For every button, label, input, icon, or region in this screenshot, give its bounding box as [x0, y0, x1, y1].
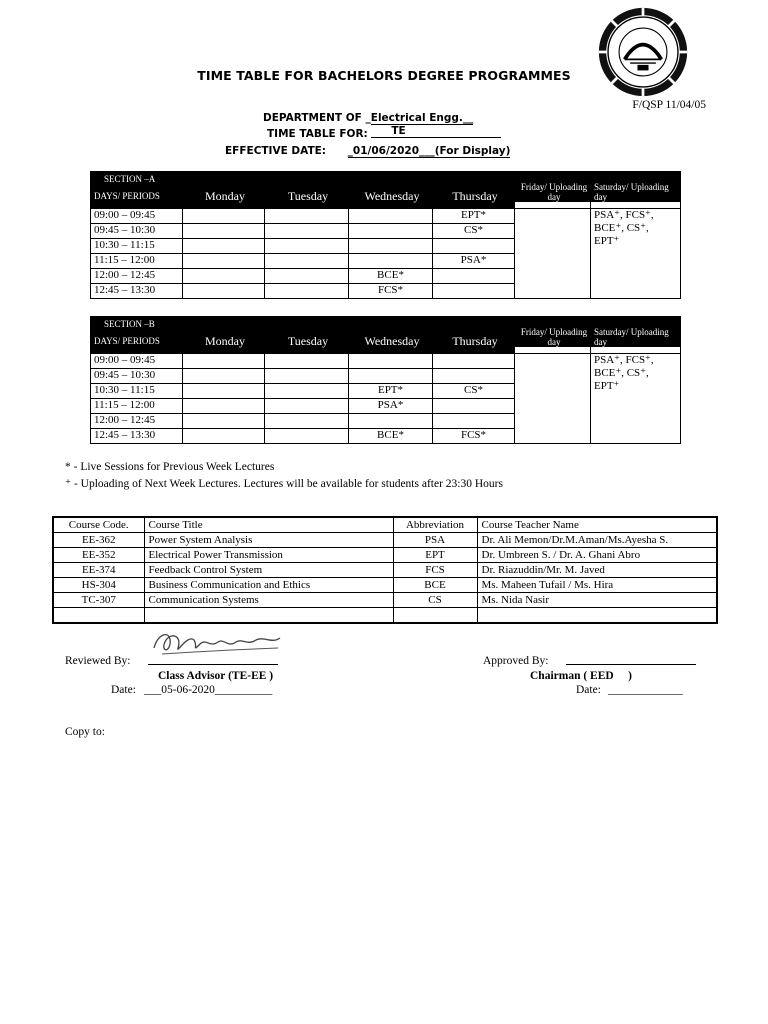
- table-header-row: [53, 517, 717, 533]
- cell-thursday: [433, 269, 515, 284]
- cell-monday: [183, 354, 265, 369]
- table-row: [53, 578, 717, 593]
- saturday-line: EPT⁺: [594, 235, 620, 247]
- course-title: Communication Systems: [144, 593, 393, 608]
- course-code: EE-352: [53, 548, 144, 563]
- day-header-saturday: Saturday/ Uploading day: [591, 182, 681, 203]
- cell-wednesday: BCE*: [349, 269, 433, 284]
- cell-thursday: [433, 414, 515, 429]
- course-title: Business Communication and Ethics: [144, 578, 393, 593]
- table-row: [53, 548, 717, 563]
- department-tail: __: [462, 112, 474, 124]
- saturday-line: BCE⁺, CS⁺,: [594, 222, 649, 234]
- table-row: [53, 608, 717, 624]
- cell-monday: [183, 414, 265, 429]
- saturday-line: BCE⁺, CS⁺,: [594, 367, 649, 379]
- cell-saturday: [591, 354, 681, 444]
- course-abbreviation: FCS: [393, 563, 477, 578]
- course-title: Electrical Power Transmission: [144, 548, 393, 563]
- course-abbreviation: CS: [393, 593, 477, 608]
- cell-wednesday: [349, 354, 433, 369]
- course-code: TC-307: [53, 593, 144, 608]
- cell-friday: [515, 354, 591, 444]
- cell-tuesday: [265, 429, 349, 444]
- period-time: 10:30 – 11:15: [91, 239, 183, 254]
- cell-monday: [183, 429, 265, 444]
- note-uploading: ⁺ - Uploading of Next Week Lectures. Lectures will be available for students after 23:30 Hours: [65, 478, 503, 490]
- cell-friday: [515, 209, 591, 299]
- table-row: [53, 533, 717, 548]
- department-label: DEPARTMENT OF _: [263, 112, 371, 124]
- cell-tuesday: [265, 399, 349, 414]
- days-periods-header: DAYS/ PERIODS: [91, 188, 183, 209]
- saturday-line: PSA⁺, FCS⁺,: [594, 209, 654, 221]
- cell-monday: [183, 209, 265, 224]
- cell-thursday: [433, 399, 515, 414]
- courses-table: [52, 516, 718, 624]
- period-row: [91, 354, 681, 369]
- table-row: [53, 563, 717, 578]
- course-teacher: Ms. Maheen Tufail / Ms. Hira: [477, 578, 717, 593]
- note-live-sessions: * - Live Sessions for Previous Week Lectures: [65, 461, 275, 473]
- saturday-line: PSA⁺, FCS⁺,: [594, 354, 654, 366]
- day-header-saturday: Saturday/ Uploading day: [591, 327, 681, 348]
- course-code: HS-304: [53, 578, 144, 593]
- effective-date-label: EFFECTIVE DATE:: [225, 145, 326, 157]
- cell-tuesday: [265, 414, 349, 429]
- period-time: 12:45 – 13:30: [91, 429, 183, 444]
- column-header: Course Teacher Name: [477, 517, 717, 533]
- cell-tuesday: [265, 254, 349, 269]
- cell-thursday: [433, 369, 515, 384]
- cell-wednesday: FCS*: [349, 284, 433, 299]
- review-date-value: ___05-06-2020__________: [144, 684, 273, 696]
- period-time: 11:15 – 12:00: [91, 254, 183, 269]
- review-date-label: Date:: [111, 684, 136, 696]
- course-abbreviation: [393, 608, 477, 624]
- course-code: EE-374: [53, 563, 144, 578]
- cell-tuesday: [265, 384, 349, 399]
- day-header-friday: Friday/ Uploading day: [515, 327, 591, 348]
- department-value: Electrical Engg.: [370, 112, 463, 124]
- period-time: 09:00 – 09:45: [91, 209, 183, 224]
- course-teacher: Ms. Nida Nasir: [477, 593, 717, 608]
- cell-monday: [183, 399, 265, 414]
- day-header-thursday: Thursday: [433, 188, 515, 209]
- timetable-for-value: TE: [371, 126, 501, 138]
- cell-wednesday: [349, 209, 433, 224]
- cell-thursday: [433, 284, 515, 299]
- approved-by-line: [566, 664, 696, 665]
- table-row: [53, 593, 717, 608]
- course-code: EE-362: [53, 533, 144, 548]
- cell-wednesday: EPT*: [349, 384, 433, 399]
- cell-thursday: CS*: [433, 224, 515, 239]
- cell-tuesday: [265, 224, 349, 239]
- days-periods-header: DAYS/ PERIODS: [91, 333, 183, 354]
- approved-date-value: _____________: [608, 684, 683, 696]
- reviewed-by-line: [148, 664, 278, 665]
- approved-by-label: Approved By:: [483, 655, 549, 667]
- cell-monday: [183, 269, 265, 284]
- course-code: [53, 608, 144, 624]
- section-label: SECTION –B: [91, 317, 681, 333]
- timetable-for-line: [267, 125, 501, 141]
- course-title: [144, 608, 393, 624]
- cell-thursday: [433, 239, 515, 254]
- period-time: 12:00 – 12:45: [91, 269, 183, 284]
- period-time: 09:00 – 09:45: [91, 354, 183, 369]
- chairman-label: Chairman ( EED ): [530, 670, 632, 682]
- day-header-wednesday: Wednesday: [349, 188, 433, 209]
- course-teacher: [477, 608, 717, 624]
- course-title: Power System Analysis: [144, 533, 393, 548]
- cell-thursday: [433, 354, 515, 369]
- effective-date-line: [225, 145, 510, 158]
- cell-monday: [183, 239, 265, 254]
- university-seal-logo: [597, 6, 689, 98]
- reviewed-by-label: Reviewed By:: [65, 655, 131, 667]
- cell-thursday: PSA*: [433, 254, 515, 269]
- period-row: [91, 209, 681, 224]
- course-teacher: Dr. Ali Memon/Dr.M.Aman/Ms.Ayesha S.: [477, 533, 717, 548]
- section-a-timetable: [90, 171, 681, 299]
- day-header-friday: Friday/ Uploading day: [515, 182, 591, 203]
- period-time: 12:00 – 12:45: [91, 414, 183, 429]
- cell-monday: [183, 254, 265, 269]
- day-header-tuesday: Tuesday: [265, 188, 349, 209]
- course-teacher: Dr. Riazuddin/Mr. M. Javed: [477, 563, 717, 578]
- class-advisor-label: Class Advisor (TE-EE ): [158, 670, 274, 682]
- day-header-wednesday: Wednesday: [349, 333, 433, 354]
- period-time: 10:30 – 11:15: [91, 384, 183, 399]
- cell-tuesday: [265, 354, 349, 369]
- cell-monday: [183, 384, 265, 399]
- column-header: Course Code.: [53, 517, 144, 533]
- column-header: Abbreviation: [393, 517, 477, 533]
- cell-tuesday: [265, 284, 349, 299]
- column-header: Course Title: [144, 517, 393, 533]
- cell-wednesday: [349, 369, 433, 384]
- approved-date-label: Date:: [576, 684, 601, 696]
- day-header-monday: Monday: [183, 188, 265, 209]
- cell-wednesday: BCE*: [349, 429, 433, 444]
- cell-tuesday: [265, 269, 349, 284]
- period-time: 11:15 – 12:00: [91, 399, 183, 414]
- course-title: Feedback Control System: [144, 563, 393, 578]
- course-teacher: Dr. Umbreen S. / Dr. A. Ghani Abro: [477, 548, 717, 563]
- cell-thursday: CS*: [433, 384, 515, 399]
- cell-monday: [183, 224, 265, 239]
- period-time: 12:45 – 13:30: [91, 284, 183, 299]
- cell-wednesday: [349, 239, 433, 254]
- copy-to-label: Copy to:: [65, 726, 105, 738]
- cell-tuesday: [265, 369, 349, 384]
- period-time: 09:45 – 10:30: [91, 369, 183, 384]
- cell-tuesday: [265, 239, 349, 254]
- cell-saturday: [591, 209, 681, 299]
- cell-wednesday: [349, 254, 433, 269]
- cell-monday: [183, 369, 265, 384]
- page-title: TIME TABLE FOR BACHELORS DEGREE PROGRAMMES: [197, 68, 571, 83]
- cell-tuesday: [265, 209, 349, 224]
- section-b-timetable: [90, 316, 681, 444]
- day-header-monday: Monday: [183, 333, 265, 354]
- cell-monday: [183, 284, 265, 299]
- day-header-tuesday: Tuesday: [265, 333, 349, 354]
- cell-wednesday: [349, 224, 433, 239]
- cell-thursday: EPT*: [433, 209, 515, 224]
- cell-thursday: FCS*: [433, 429, 515, 444]
- timetable-for-label: TIME TABLE FOR:: [267, 128, 368, 140]
- cell-wednesday: [349, 414, 433, 429]
- saturday-line: EPT⁺: [594, 380, 620, 392]
- form-code: F/QSP 11/04/05: [632, 99, 706, 111]
- course-abbreviation: EPT: [393, 548, 477, 563]
- course-abbreviation: PSA: [393, 533, 477, 548]
- department-line: [263, 112, 473, 125]
- signature-mark: [148, 626, 288, 662]
- effective-date-value: _01/06/2020___(For Display): [347, 145, 511, 157]
- day-header-thursday: Thursday: [433, 333, 515, 354]
- section-label: SECTION –A: [91, 172, 681, 188]
- cell-wednesday: PSA*: [349, 399, 433, 414]
- course-abbreviation: BCE: [393, 578, 477, 593]
- period-time: 09:45 – 10:30: [91, 224, 183, 239]
